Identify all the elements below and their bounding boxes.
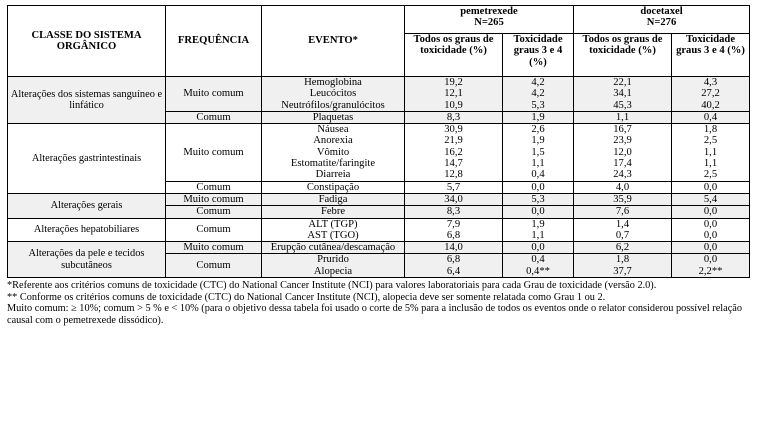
value-cell xyxy=(503,181,574,193)
value: 1,8 xyxy=(703,124,718,136)
value: 1,1 xyxy=(615,111,630,123)
value: 1,1 xyxy=(703,146,718,158)
value: 14,0 xyxy=(444,242,463,254)
value-cell xyxy=(574,193,672,205)
value: 12,0 xyxy=(613,146,632,158)
value: 14,7 xyxy=(444,158,463,170)
value-cell xyxy=(405,206,503,218)
header-frequencia: FREQUÊNCIA xyxy=(166,6,262,77)
system-class-cell: Alterações gastrintestinais xyxy=(8,124,166,194)
value: 1,1 xyxy=(531,158,545,170)
value: 6,8 xyxy=(446,254,461,266)
value-cell xyxy=(672,254,750,278)
value-cell xyxy=(574,181,672,193)
value: 12,1 xyxy=(444,88,463,100)
event-cell xyxy=(262,206,405,218)
value: 0,4** xyxy=(526,265,550,277)
event-cell xyxy=(262,218,405,242)
footnotes xyxy=(7,280,749,326)
drug-name: pemetrexede xyxy=(460,6,518,17)
value-cell xyxy=(672,218,750,242)
frequency-cell: Comum xyxy=(166,206,262,218)
frequency-cell: Comum xyxy=(166,181,262,193)
event-label: Prurido xyxy=(317,254,349,266)
value: 0,0 xyxy=(703,218,718,230)
frequency-cell: Muito comum xyxy=(166,193,262,205)
value-cell xyxy=(574,242,672,254)
value-cell xyxy=(574,77,672,112)
value: 0,0 xyxy=(703,206,718,218)
value-cell xyxy=(405,111,503,123)
frequency-cell: Muito comum xyxy=(166,242,262,254)
value: 4,3 xyxy=(703,77,718,88)
event-cell xyxy=(262,124,405,181)
value-cell xyxy=(405,181,503,193)
value: 23,9 xyxy=(613,135,632,147)
value: 0,0 xyxy=(531,242,545,254)
value: 1,9 xyxy=(531,218,545,230)
value: 0,0 xyxy=(531,181,545,193)
header-drug-docetaxel xyxy=(574,6,750,34)
value: 0,0 xyxy=(703,242,718,254)
header-todos-graus: Todos os graus de toxicidade (%) xyxy=(574,34,672,77)
value: 30,9 xyxy=(444,124,463,136)
system-class-cell: Alterações gerais xyxy=(8,193,166,218)
value: 1,5 xyxy=(531,146,545,158)
drug-n: N=265 xyxy=(474,17,504,29)
value: 0,0 xyxy=(703,181,718,193)
value-cell xyxy=(574,254,672,278)
value: 2,6 xyxy=(531,124,545,136)
event-label: Fadiga xyxy=(318,193,348,205)
value-cell xyxy=(405,193,503,205)
system-class-cell: Alterações da pele e tecidos subcutâneos xyxy=(8,242,166,278)
value: 16,2 xyxy=(444,146,463,158)
table-row xyxy=(8,193,750,205)
value: 1,1 xyxy=(703,158,718,170)
event-cell xyxy=(262,242,405,254)
value: 4,2 xyxy=(531,77,545,88)
value-cell xyxy=(405,242,503,254)
table-header xyxy=(8,6,750,77)
event-cell xyxy=(262,254,405,278)
value: 19,2 xyxy=(444,77,463,88)
value-cell xyxy=(503,218,574,242)
value: 8,3 xyxy=(446,206,461,218)
value: 24,3 xyxy=(613,169,632,181)
value: 1,4 xyxy=(615,218,630,230)
table-row xyxy=(8,77,750,112)
value: 0,0 xyxy=(531,206,545,218)
value-cell xyxy=(503,77,574,112)
value-cell xyxy=(672,242,750,254)
event-label: Náusea xyxy=(317,124,349,136)
value-cell xyxy=(672,206,750,218)
value: 16,7 xyxy=(613,124,632,136)
value: 10,9 xyxy=(444,99,463,111)
value: 0,0 xyxy=(703,229,718,241)
event-label: Diarreia xyxy=(315,169,351,181)
value-cell xyxy=(405,77,503,112)
value: 2,5 xyxy=(703,135,718,147)
value: 40,2 xyxy=(701,99,720,111)
header-evento: EVENTO* xyxy=(262,6,405,77)
value: 5,4 xyxy=(703,193,718,205)
value: 6,2 xyxy=(615,242,630,254)
value: 5,7 xyxy=(446,181,461,193)
table-row xyxy=(8,124,750,181)
value: 17,4 xyxy=(613,158,632,170)
drug-n: N=276 xyxy=(646,17,677,29)
event-label: Alopecia xyxy=(313,265,353,277)
value: 34,0 xyxy=(444,193,463,205)
value: 1,9 xyxy=(531,135,545,147)
frequency-cell: Comum xyxy=(166,254,262,278)
event-label: Erupção cutânea/descamação xyxy=(270,242,396,254)
value-cell xyxy=(405,218,503,242)
table-body xyxy=(8,77,750,278)
event-cell xyxy=(262,77,405,112)
event-label: Vômito xyxy=(316,146,350,158)
value: 6,8 xyxy=(446,229,461,241)
value-cell xyxy=(405,124,503,181)
event-label: Leucócitos xyxy=(309,88,357,100)
value: 35,9 xyxy=(613,193,632,205)
event-label: Constipação xyxy=(306,181,360,193)
value: 0,4 xyxy=(531,254,545,266)
value-cell xyxy=(574,111,672,123)
event-label: Hemoglobina xyxy=(304,77,362,88)
event-label: Neutrófilos/granulócitos xyxy=(281,99,385,111)
frequency-cell: Comum xyxy=(166,218,262,242)
value: 8,3 xyxy=(446,111,461,123)
drug-name: docetaxel xyxy=(640,6,683,17)
value: 7,6 xyxy=(615,206,630,218)
frequency-cell: Muito comum xyxy=(166,77,262,112)
value: 21,9 xyxy=(444,135,463,147)
system-class-cell: Alterações hepatobiliares xyxy=(8,218,166,242)
event-cell xyxy=(262,181,405,193)
header-graus-3-4: Toxicidade graus 3 e 4 (%) xyxy=(503,34,574,77)
event-label: Anorexia xyxy=(313,135,353,147)
value-cell xyxy=(574,206,672,218)
event-label: AST (TGO) xyxy=(307,229,359,241)
value: 4,0 xyxy=(615,181,630,193)
value: 5,3 xyxy=(531,193,545,205)
event-cell xyxy=(262,111,405,123)
value: 37,7 xyxy=(613,265,632,277)
value-cell xyxy=(503,124,574,181)
value-cell xyxy=(672,77,750,112)
value-cell xyxy=(672,111,750,123)
value: 5,3 xyxy=(531,99,545,111)
value: 2,2** xyxy=(698,265,723,277)
value: 1,8 xyxy=(615,254,630,266)
footnote: *Referente aos critérios comuns de toxicidade (CTC) do National Cancer Institute (NCI) para valores laboratoriais para cada Grau de toxicidade (versão 2.0). xyxy=(7,280,657,292)
value: 7,9 xyxy=(446,218,461,230)
value-cell xyxy=(503,242,574,254)
value: 34,1 xyxy=(613,88,632,100)
value: 12,8 xyxy=(444,169,463,181)
event-label: ALT (TGP) xyxy=(308,218,358,230)
value: 45,3 xyxy=(613,99,632,111)
value-cell xyxy=(503,111,574,123)
value: 4,2 xyxy=(531,88,545,100)
value-cell xyxy=(503,254,574,278)
value-cell xyxy=(503,206,574,218)
header-drug-pemetrexede xyxy=(405,6,574,34)
footnote: Muito comum: ≥ 10%; comum > 5 % e < 10% (para o objetivo dessa tabela foi usado o corte de 5% para a inclusão de todos os eventos onde o relator considerou possível relação causal com o pemetrexede dissódico). xyxy=(7,303,742,326)
header-classe: CLASSE DO SISTEMA ORGÂNICO xyxy=(8,6,166,77)
system-class-cell: Alterações dos sistemas sanguíneo e linfático xyxy=(8,77,166,124)
value: 27,2 xyxy=(701,88,720,100)
value-cell xyxy=(672,181,750,193)
value-cell xyxy=(405,254,503,278)
value: 0,4 xyxy=(703,111,718,123)
value: 22,1 xyxy=(613,77,632,88)
event-label: Plaquetas xyxy=(312,111,354,123)
frequency-cell: Comum xyxy=(166,111,262,123)
event-label: Estomatite/faringite xyxy=(290,158,376,170)
table-row xyxy=(8,218,750,242)
frequency-cell: Muito comum xyxy=(166,124,262,181)
footnote: ** Conforme os critérios comuns de toxicidade (CTC) do National Cancer Institute (NCI), alopecia deve ser somente relatada como Grau 1 ou 2. xyxy=(7,291,606,303)
header-graus-3-4: Toxicidade graus 3 e 4 (%) xyxy=(672,34,750,77)
value: 6,4 xyxy=(446,265,461,277)
value-cell xyxy=(503,193,574,205)
value: 0,0 xyxy=(703,254,718,266)
value: 1,9 xyxy=(531,111,545,123)
event-label: Febre xyxy=(320,206,346,218)
value: 1,1 xyxy=(531,229,545,241)
value: 0,7 xyxy=(615,229,630,241)
value-cell xyxy=(672,193,750,205)
toxicity-table xyxy=(7,5,750,278)
header-todos-graus: Todos os graus de toxicidade (%) xyxy=(405,34,503,77)
table-row xyxy=(8,242,750,254)
document xyxy=(7,5,749,326)
value-cell xyxy=(574,124,672,181)
value-cell xyxy=(672,124,750,181)
event-cell xyxy=(262,193,405,205)
value-cell xyxy=(574,218,672,242)
value: 0,4 xyxy=(531,169,545,181)
value: 2,5 xyxy=(703,169,718,181)
